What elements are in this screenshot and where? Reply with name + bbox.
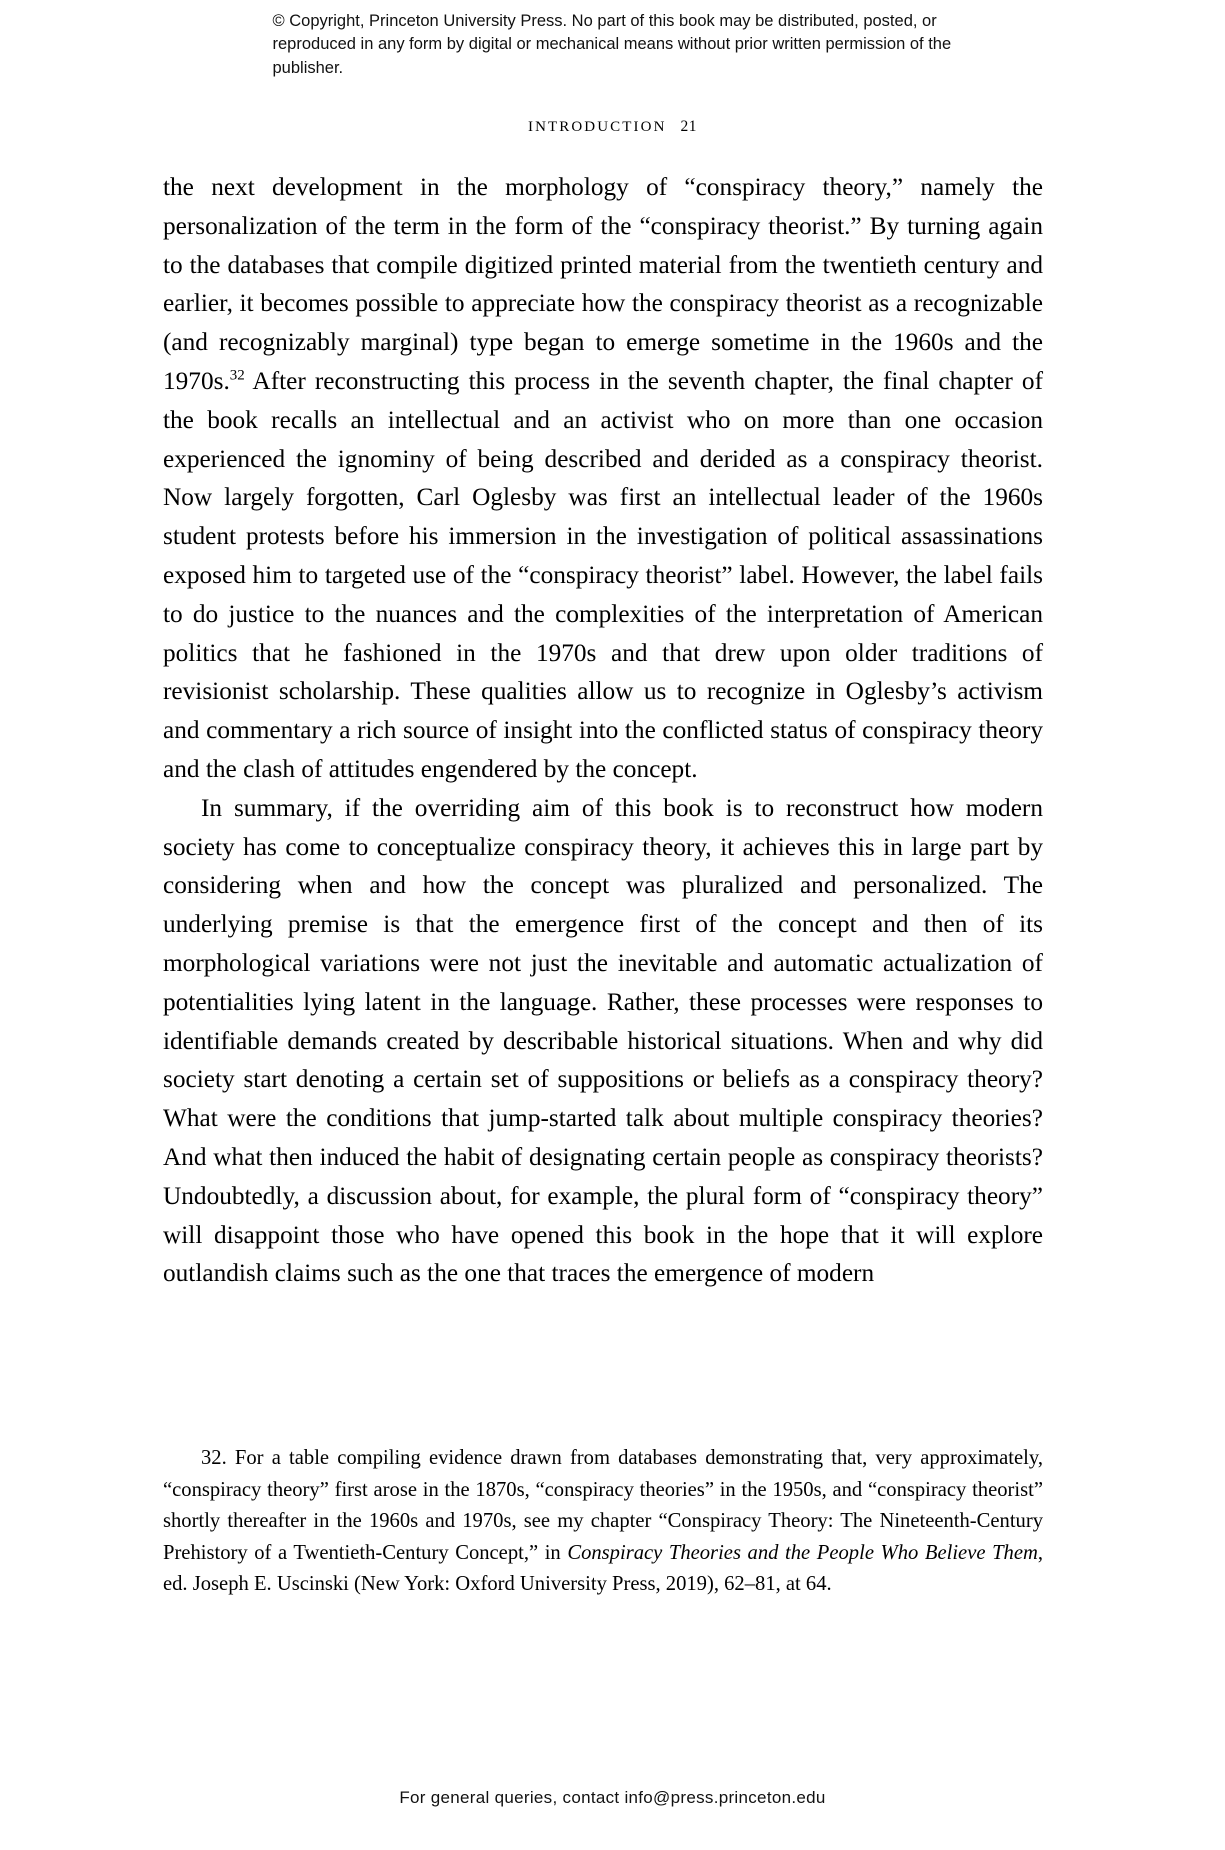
footnote-text-part-2: , ed. Joseph E. Uscinski (New York: Oxford University Press, 2019), 62–81, at 64. [163, 1541, 1043, 1596]
footnote-text-part-1: For a table compiling evidence drawn from databases demonstrating that, very approximately, “conspiracy theory” first arose in the 1870s, “conspiracy theories” in the 1950s, and “conspiracy theorist” shortly thereafter in the 1960s and 1970s, see my chapter “Conspiracy Theory: The Nineteenth-Century Prehistory of a Twentieth-Century Concept,” in [163, 1447, 1043, 1564]
footnote-book-title: Conspiracy Theories and the People Who Believe Them [567, 1541, 1038, 1564]
paragraph-continued [163, 168, 1043, 789]
footnote-number: 32. [201, 1447, 227, 1469]
paragraph-1-text-after-note: After reconstructing this process in the seventh chapter, the final chapter of the book recalls an intellectual and an activist who on more than one occasion experienced the ignominy of being described and derided as a conspiracy theorist. Now largely forgotten, Carl Oglesby was first an intellectual leader of the 1960s student protests before his immersion in the investigation of political assassinations exposed him to targeted use of the “conspiracy theorist” label. However, the label fails to do justice to the nuances and the complexities of the interpretation of American politics that he fashioned in the 1970s and that drew upon older traditions of revisionist scholarship. These qualities allow us to recognize in Oglesby’s activism and commentary a rich source of insight into the conflicted status of conspiracy theory and the clash of attitudes engendered by the concept. [163, 366, 1043, 783]
paragraph-1-text-before-note: the next development in the morphology of “conspiracy theory,” namely the personalization of the term in the form of the “conspiracy theorist.” By turning again to the databases that compile digitized printed material from the twentieth century and earlier, it becomes possible to appreciate how the conspiracy theorist as a recognizable (and recognizably marginal) type began to emerge sometime in the 1960s and the 1970s. [163, 173, 1043, 395]
running-head [0, 118, 1225, 136]
footnote-marker-32: 32 [229, 367, 245, 384]
page-footer: For general queries, contact info@press.princeton.edu [399, 1788, 826, 1807]
footnote-32 [163, 1443, 1043, 1601]
footnote-block [163, 1443, 1043, 1601]
body-text [163, 168, 1043, 1293]
running-head-chapter: INTRODUCTION [527, 119, 667, 135]
copyright-notice-text: © Copyright, Princeton University Press. No part of this book may be distributed, posted, or reproduced in any form by digital or mechanical means without prior written permission of the publisher. [272, 12, 952, 77]
copyright-notice [0, 10, 1225, 80]
page-number: 21 [680, 118, 698, 135]
paragraph-2: In summary, if the overriding aim of this book is to reconstruct how modern society has come to conceptualize conspiracy theory, it achieves this in large part by considering when and how the concept was pluralized and personalized. The underlying premise is that the emergence first of the concept and then of its morphological variations were not just the inevitable and automatic actualization of potentialities lying latent in the language. Rather, these processes were responses to identifiable demands created by describable historical situations. When and why did society start denoting a certain set of suppositions or beliefs as a conspiracy theory? What were the conditions that jump-started talk about multiple conspiracy theories? And what then induced the habit of designating certain people as conspiracy theorists? Undoubtedly, a discussion about, for example, the plural form of “conspiracy theory” will disappoint those who have opened this book in the hope that it will explore outlandish claims such as the one that traces the emergence of modern [163, 793, 1043, 1288]
